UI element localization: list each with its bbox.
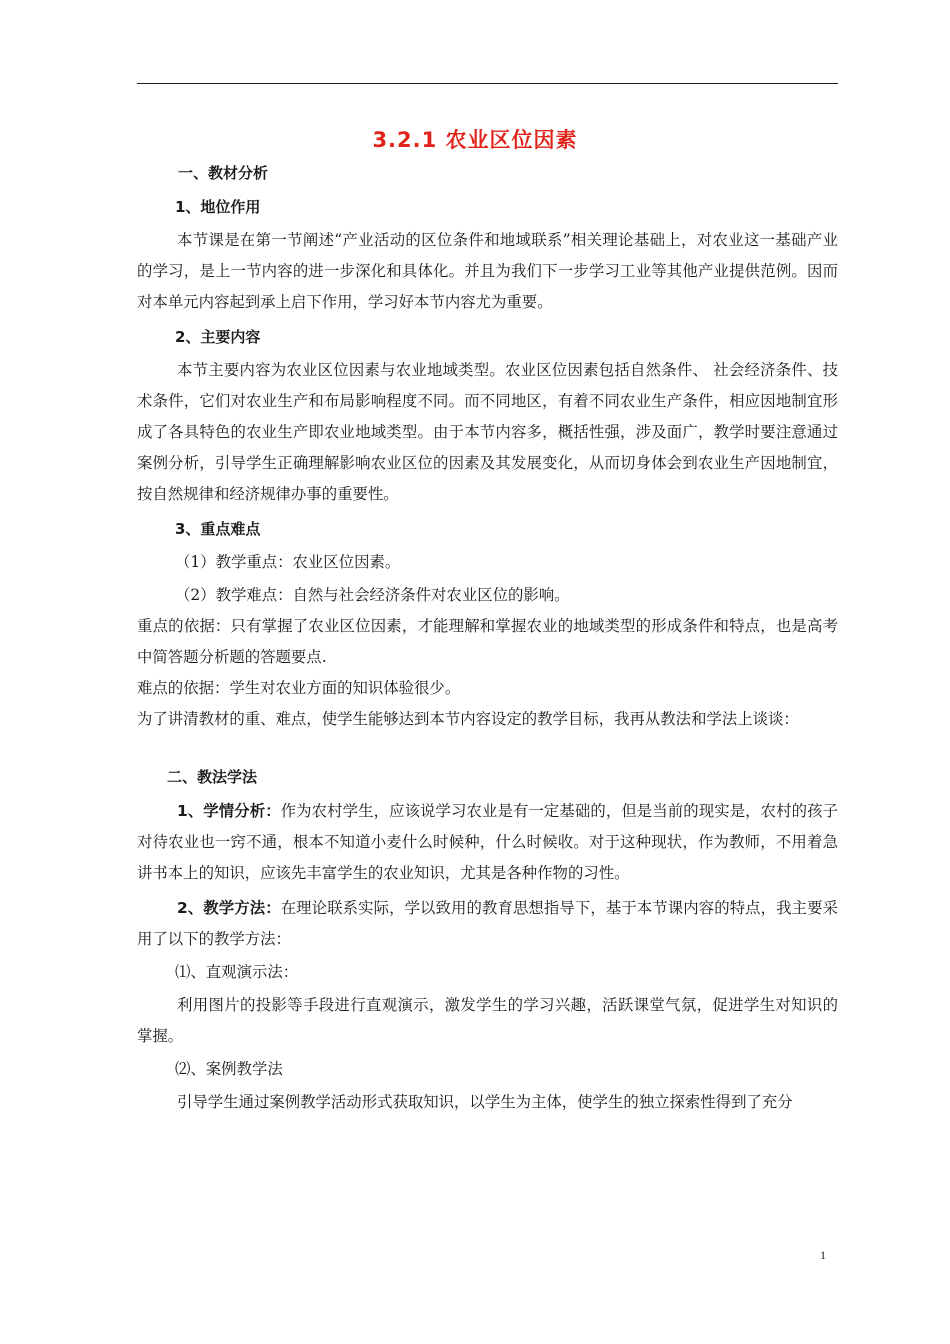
key-point-item: （1）教学重点：农业区位因素。 (175, 553, 401, 571)
section-heading-1: 一、教材分析 (178, 164, 269, 182)
paragraph-position-role: 本节课是在第一节阐述“产业活动的区位条件和地域联系”相关理论基础上，对农业这一基础产业的学习，是上一节内容的进一步深化和具体化。并且为我们下一步学习工业等其他产业提供范例。因而对本单元内容起到承上启下作用，学习好本节内容尤为重要。 (137, 231, 838, 311)
paragraph-teaching-method (137, 893, 838, 955)
difficult-point-basis: 难点的依据：学生对农业方面的知识体验很少。 (137, 679, 461, 697)
key-point-basis: 重点的依据：只有掌握了农业区位因素，才能理解和掌握农业的地域类型的形成条件和特点，也是高考中简答题分析题的答题要点. (137, 617, 838, 666)
paragraph-student-analysis (137, 796, 838, 889)
difficult-point-item: （2）教学难点：自然与社会经济条件对农业区位的影响。 (175, 586, 570, 604)
teaching-method-lead: 2、教学方法： (177, 899, 281, 917)
method-1-heading: ⑴、直观演示法： (175, 963, 299, 981)
student-analysis-lead: 1、学情分析： (177, 802, 281, 820)
teaching-method-text: 在理论联系实际，学以致用的教育思想指导下，基于本节课内容的特点，我主要采用了以下的教学方法： (137, 899, 838, 948)
subheading-key-difficult: 3、重点难点 (175, 520, 261, 538)
section-heading-2: 二、教法学法 (167, 768, 258, 786)
student-analysis-text: 作为农村学生，应该说学习农业是有一定基础的，但是当前的现实是，农村的孩子对待农业也一窍不通，根本不知道小麦什么时候种，什么时候收。对于这种现状，作为教师，不用着急讲书本上的知识，应该先丰富学生的农业知识，尤其是各种作物的习性。 (137, 802, 838, 882)
method-2-text: 引导学生通过案例教学活动形式获取知识，以学生为主体，使学生的独立探索性得到了充分 (177, 1093, 793, 1111)
subheading-main-content: 2、主要内容 (175, 328, 261, 346)
paragraph-main-content: 本节主要内容为农业区位因素与农业地域类型。农业区位因素包括自然条件、 社会经济条件、技术条件，它们对农业生产和布局影响程度不同。而不同地区，有着不同农业生产条件，相应因地制宜形成了各具特色的农业生产即农业地域类型。由于本节内容多，概括性强，涉及面广，教学时要注意通过案例分析，引导学生正确理解影响农业区位的因素及其发展变化，从而切身体会到农业生产因地制宜，按自然规律和经济规律办事的重要性。 (137, 361, 838, 503)
method-1-text: 利用图片的投影等手段进行直观演示，激发学生的学习兴趣，活跃课堂气氛，促进学生对知识的掌握。 (137, 996, 838, 1045)
page-number: 1 (820, 1248, 826, 1262)
transition-sentence: 为了讲清教材的重、难点，使学生能够达到本节内容设定的教学目标，我再从教法和学法上谈谈： (137, 710, 799, 728)
header-rule (137, 83, 838, 84)
page-title: 3.2.1 农业区位因素 (372, 128, 578, 152)
subheading-position-role: 1、地位作用 (175, 198, 261, 216)
method-2-heading: ⑵、案例教学法 (175, 1060, 283, 1078)
document-body (137, 160, 838, 1118)
